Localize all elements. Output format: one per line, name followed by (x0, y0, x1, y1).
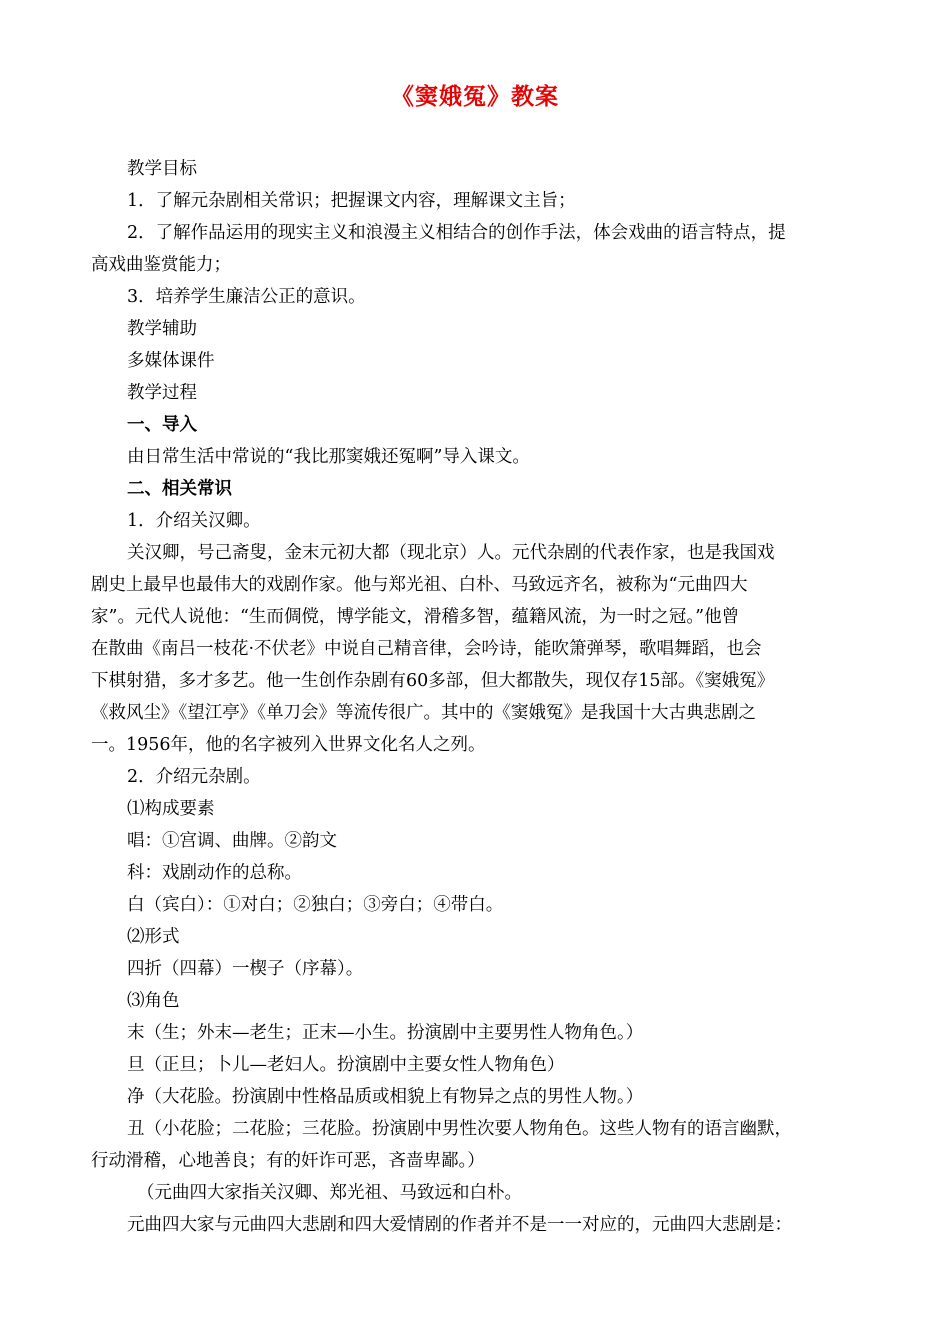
aids-item: 多媒体课件 (127, 351, 215, 371)
roles-heading: ⑶角色 (127, 991, 180, 1011)
elements-heading: ⑴构成要素 (127, 799, 215, 819)
section-2-heading: 二、相关常识 (127, 479, 232, 499)
element-bai: 白（宾白）：①对白；②独白；③旁白；④带白。 (127, 895, 504, 915)
element-ke: 科：戏剧动作的总称。 (127, 863, 302, 883)
section-2-item-1: 1．介绍关汉卿。 (127, 511, 261, 531)
section-1-heading: 一、导入 (127, 415, 197, 435)
goal-2-line-2: 高戏曲鉴赏能力； (91, 255, 231, 275)
goals-heading: 教学目标 (127, 159, 197, 179)
form-heading: ⑵形式 (127, 927, 180, 947)
role-chou-line-2: 行动滑稽，心地善良；有的奸诈可恶，吝啬卑鄙。） (91, 1151, 485, 1171)
guan-line-3: 家”。元代人说他：“生而倜傥，博学能文，滑稽多智，蕴籍风流，为一时之冠。”他曾 (91, 607, 740, 627)
role-mo: 末（生；外末—老生；正末—小生。扮演剧中主要男性人物角色。） (127, 1023, 644, 1043)
guan-line-1: 关汉卿，号己斋叟，金末元初大都（现北京）人。元代杂剧的代表作家，也是我国戏 (127, 543, 775, 563)
goal-3: 3．培养学生廉洁公正的意识。 (127, 287, 366, 307)
form-text: 四折（四幕）一楔子（序幕）。 (127, 959, 364, 979)
element-chang: 唱：①宫调、曲牌。②韵文 (127, 831, 337, 851)
role-chou-line-1: 丑（小花脸；二花脸；三花脸。扮演剧中男性次要人物角色。这些人物有的语言幽默， (127, 1119, 792, 1139)
section-1-text: 由日常生活中常说的“我比那窦娥还冤啊”导入课文。 (127, 447, 530, 467)
guan-hanqing-paragraph (91, 537, 857, 761)
guan-line-4: 在散曲《南吕一枝花·不伏老》中说自己精音律，会吟诗，能吹箫弹琴，歌唱舞蹈，也会 (91, 639, 762, 659)
process-heading: 教学过程 (127, 383, 197, 403)
document-title: 《窦娥冤》教案 (391, 84, 559, 110)
guan-line-7: 一。1956年，他的名字被列入世界文化名人之列。 (91, 735, 486, 755)
role-jing: 净（大花脸。扮演剧中性格品质或相貌上有物异之点的男性人物。） (127, 1087, 644, 1107)
document-body (91, 153, 857, 1241)
four-masters-note: （元曲四大家指关汉卿、郑光祖、马致远和白朴。 (137, 1183, 522, 1203)
guan-line-2: 剧史上最早也最伟大的戏剧作家。他与郑光祖、白朴、马致远齐名，被称为“元曲四大 (91, 575, 748, 595)
guan-line-5: 下棋射猎，多才多艺。他一生创作杂剧有60多部，但大都散失，现仅存15部。《窦娥冤》 (91, 671, 775, 691)
role-dan: 旦（正旦；卜儿—老妇人。扮演剧中主要女性人物角色） (127, 1055, 565, 1075)
goal-1: 1．了解元杂剧相关常识；把握课文内容，理解课文主旨； (127, 191, 576, 211)
goal-2-line-1: 2．了解作品运用的现实主义和浪漫主义相结合的创作手法，体会戏曲的语言特点，提 (127, 223, 786, 243)
goal-2 (91, 217, 857, 281)
four-masters-tragedies: 元曲四大家与元曲四大悲剧和四大爱情剧的作者并不是一一对应的，元曲四大悲剧是： (127, 1215, 792, 1235)
guan-line-6: 《救风尘》《望江亭》《单刀会》等流传很广。其中的《窦娥冤》是我国十大古典悲剧之 (91, 703, 756, 723)
role-chou (91, 1113, 857, 1177)
section-2-item-2: 2．介绍元杂剧。 (127, 767, 261, 787)
aids-heading: 教学辅助 (127, 319, 197, 339)
